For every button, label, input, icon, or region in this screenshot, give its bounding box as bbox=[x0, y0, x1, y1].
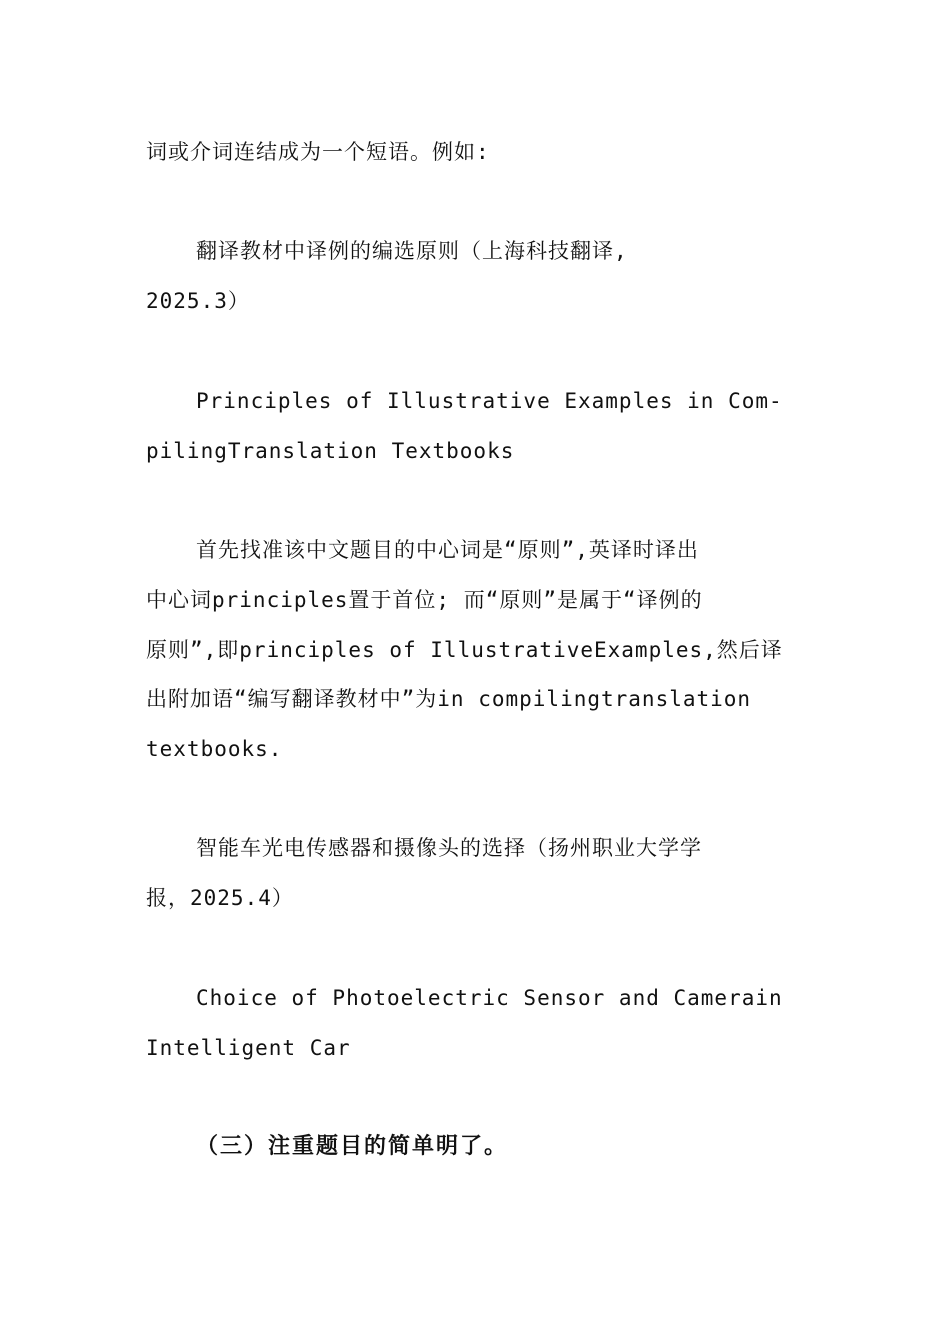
explanation-line-1: 首先找准该中文题目的中心词是“原则”,英译时译出 bbox=[196, 538, 699, 562]
explanation-line-2: 中心词principles置于首位; 而“原则”是属于“译例的 bbox=[146, 588, 703, 612]
example-title-en-2: Choice of Photoelectric Sensor and Camerain bbox=[196, 986, 783, 1010]
example-source-1: 2025.3） bbox=[146, 289, 250, 313]
example-title-cn-1: 翻译教材中译例的编选原则（上海科技翻译, bbox=[196, 239, 628, 263]
explanation-line-4: 出附加语“编写翻译教材中”为in compilingtranslation bbox=[146, 687, 752, 711]
example-title-en-1-cont: pilingTranslation Textbooks bbox=[146, 439, 515, 463]
explanation-line-3: 原则”,即principles of IllustrativeExamples,然后译 bbox=[146, 638, 783, 662]
example-title-en-1: Principles of Illustrative Examples in Com- bbox=[196, 389, 783, 413]
section-heading: （三）注重题目的简单明了。 bbox=[196, 1134, 509, 1159]
example-source-2: 报，2025.4） bbox=[146, 886, 294, 910]
explanation-line-5: textbooks. bbox=[146, 737, 283, 761]
example-title-en-2-cont: Intelligent Car bbox=[146, 1036, 351, 1060]
paragraph-line: 词或介词连结成为一个短语。例如: bbox=[146, 140, 490, 164]
example-title-cn-2: 智能车光电传感器和摄像头的选择（扬州职业大学学 bbox=[196, 836, 702, 860]
